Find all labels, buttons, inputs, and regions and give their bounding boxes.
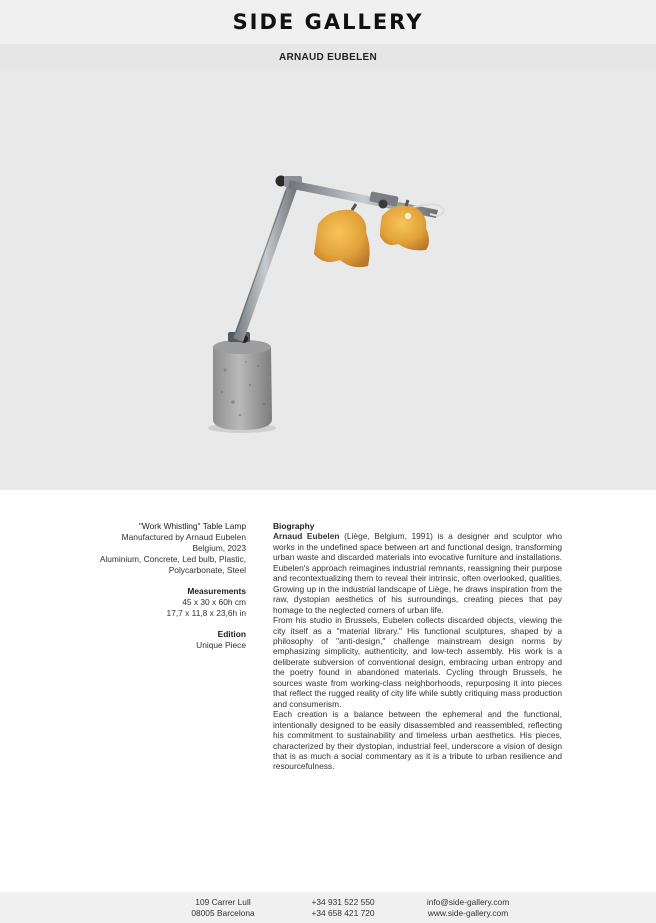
product-origin: Belgium, 2023 bbox=[192, 543, 246, 553]
page-footer bbox=[0, 892, 656, 923]
artist-name: ARNAUD EUBELEN bbox=[278, 51, 378, 63]
biography-paragraph-3: Each creation is a balance between the ephemeral and the functional, intentionally designed to be easily disassembled and reassembled, reflecting his commitment to sustainability and timeless urban aesthetics. His pieces, characterized by their dystopian, industrial feel, underscore a vision of design that is as much a social commentary as it is a tribute to urban resilience and resourcefulness. bbox=[273, 709, 562, 772]
artist-name-bar bbox=[0, 44, 656, 70]
measurements-in: 17,7 x 11,8 x 23,6h in bbox=[166, 608, 246, 618]
biography-artist-name: Arnaud Eubelen bbox=[273, 531, 340, 542]
footer-contact bbox=[414, 897, 522, 919]
product-manufacturer: Manufactured by Arnaud Eubelen bbox=[121, 532, 246, 542]
biography-paragraph-2: From his studio in Brussels, Eubelen collects discarded objects, viewing the city itself as a "material library." His functional sculptures, shaped by a philosophy of "anti-design," challenge mainstream design norms by emphasizing simplicity, authenticity, and low-tech assembly. His work is a deliberate subversion of conventional design, embracing urban entropy and the poetry found in abandoned materials. Cycling through Brussels, he sources waste from working-class neighborhoods, repurposing it into pieces that reflect the rugged reality of city life while subtly critiquing mass production and consumerism. bbox=[273, 615, 562, 709]
page-header bbox=[0, 0, 656, 44]
footer-website-link[interactable]: www.side-gallery.com bbox=[427, 908, 509, 918]
footer-phone-1[interactable]: +34 931 522 550 bbox=[311, 897, 375, 907]
biography-heading: Biography bbox=[273, 521, 315, 531]
lamp-illustration bbox=[0, 70, 656, 490]
footer-phones bbox=[298, 897, 388, 919]
edition-value: Unique Piece bbox=[196, 640, 246, 650]
footer-address-line1: 109 Carrer Lull bbox=[195, 897, 251, 907]
footer-address-line2: 08005 Barcelona bbox=[191, 908, 255, 918]
edition-label: Edition bbox=[217, 629, 246, 639]
gallery-logo: SIDE GALLERY bbox=[232, 10, 424, 34]
product-materials-line2: Polycarbonate, Steel bbox=[168, 565, 246, 575]
measurements-cm: 45 x 30 x 60h cm bbox=[182, 597, 246, 607]
product-photo bbox=[0, 70, 656, 490]
footer-email-link[interactable]: info@side-gallery.com bbox=[426, 897, 510, 907]
biography-section bbox=[273, 521, 562, 772]
biography-paragraph-1-text: (Liège, Belgium, 1991) is a designer and sculptor who works in the undefined space between art and functional design, transforming urban waste and discarded materials into evocative furniture and installations. Eubelen's approach reimagines industrial remnants, reassigning their purpose and recontextualizing them to reveal their intrinsic, often overlooked, qualities. Growing up in the industrial landscape of Liège, he draws inspiration from the raw, dystopian aesthetics of his surroundings, creating pieces that pay homage to the neglected corners of urban life. bbox=[273, 531, 563, 615]
biography-paragraph-1 bbox=[273, 531, 562, 615]
footer-address bbox=[178, 897, 268, 919]
product-details bbox=[60, 521, 246, 651]
footer-phone-2[interactable]: +34 658 421 720 bbox=[311, 908, 375, 918]
product-title: "Work Whistling" Table Lamp bbox=[138, 521, 246, 531]
measurements-label: Measurements bbox=[187, 586, 246, 596]
product-materials-line1: Aluminium, Concrete, Led bulb, Plastic, bbox=[99, 554, 246, 564]
